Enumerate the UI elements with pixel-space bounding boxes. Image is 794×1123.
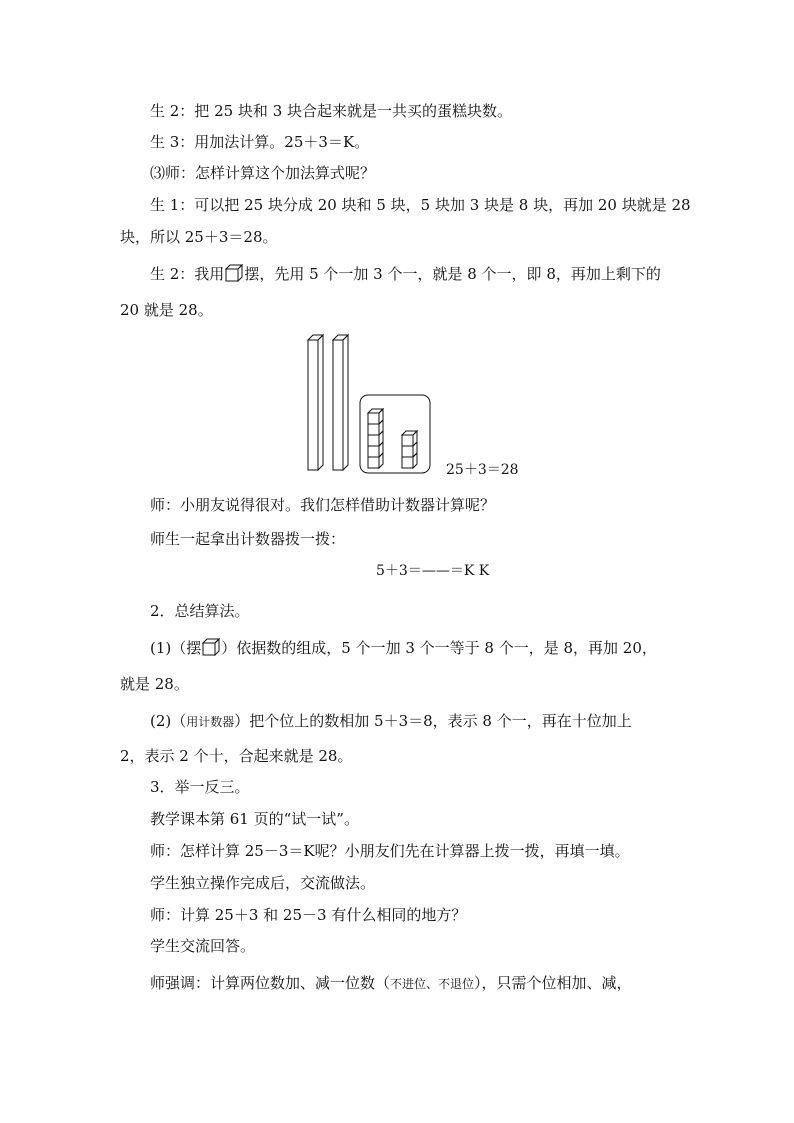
paragraph-line: 师：小朋友说得很对。我们怎样借助计数器计算呢？ [150,496,496,514]
paragraph-line: 就是 28。 [120,675,189,693]
paragraph-line: 教学课本第 61 页的“试一试”。 [150,810,359,828]
paragraph-line: 学生独立操作完成后，交流做法。 [150,874,376,892]
paragraph-line: 20 就是 28。 [120,301,213,319]
text-span: 不进位、不退位 [390,977,475,991]
text-span: (2)（ [150,712,187,730]
section-heading: 3．举一反三。 [150,778,250,796]
text-span: (1)（摆 [150,639,202,657]
unit-cube [368,446,379,457]
base-ten-blocks-figure [300,330,440,479]
unit-cube-stack [402,431,417,468]
unit-cube-top [368,409,383,413]
paragraph-line: 学生交流回答。 [150,937,256,955]
unit-cube [402,435,413,446]
text-span: ）把个位上的数相加 5＋3＝8，表示 8 个一，再在十位加上 [234,712,632,730]
unit-cube [368,457,379,468]
unit-cube-stack [368,409,383,468]
text-span: 用计数器 [186,715,235,729]
paragraph-line: 师：计算 25＋3 和 25－3 有什么相同的地方？ [150,906,467,924]
cube-icon [225,264,243,288]
text-span: ），只需个位相加、减， [474,974,632,992]
paragraph-line: ⑶师：怎样计算这个加法算式呢？ [150,164,376,182]
cube-icon [202,638,220,662]
unit-cube [402,457,413,468]
paragraph-line: 师：怎样计算 25－3＝K呢？小朋友们先在计算器上拨一拨，再填一填。 [150,842,630,860]
paragraph-line: 生 3：用加法计算。25＋3＝K。 [150,133,370,151]
ten-rod [308,335,323,470]
paragraph-line: 生 2：把 25 块和 3 块合起来就是一共买的蛋糕块数。 [150,102,513,120]
paragraph-line: 2，表示 2 个十，合起来就是 28。 [120,747,353,765]
paragraph-line [150,972,690,995]
unit-cubes-frame [360,395,430,473]
text-span: 摆，先用 5 个一加 3 个一，就是 8 个一，即 8，再加上剩下的 [244,265,661,283]
unit-cube [402,446,413,457]
figure-equation: 25＋3＝28 [446,462,519,478]
paragraph-line [150,637,710,662]
paragraph-line [150,263,710,288]
paragraph-line: 块，所以 25＋3＝28。 [120,228,278,246]
unit-cube [368,413,379,424]
ten-rod [333,335,348,470]
centered-equation: 5＋3＝——＝K K [376,563,490,579]
text-span: ）依据数的组成，5 个一加 3 个一等于 8 个一，是 8，再加 20， [221,639,657,657]
paragraph-line: 师生一起拿出计数器拨一拨： [150,530,346,548]
unit-cube [368,435,379,446]
paragraph-line: 生 1：可以把 25 块分成 20 块和 5 块，5 块加 3 块是 8 块，再加 20 块就是 28 [150,196,691,214]
section-heading: 2．总结算法。 [150,602,250,620]
unit-cube-top [402,431,417,435]
paragraph-line [150,710,710,733]
text-span: 生 2：我用 [150,265,225,283]
unit-cube [368,424,379,435]
text-span: 师强调：计算两位数加、减一位数（ [150,974,391,992]
